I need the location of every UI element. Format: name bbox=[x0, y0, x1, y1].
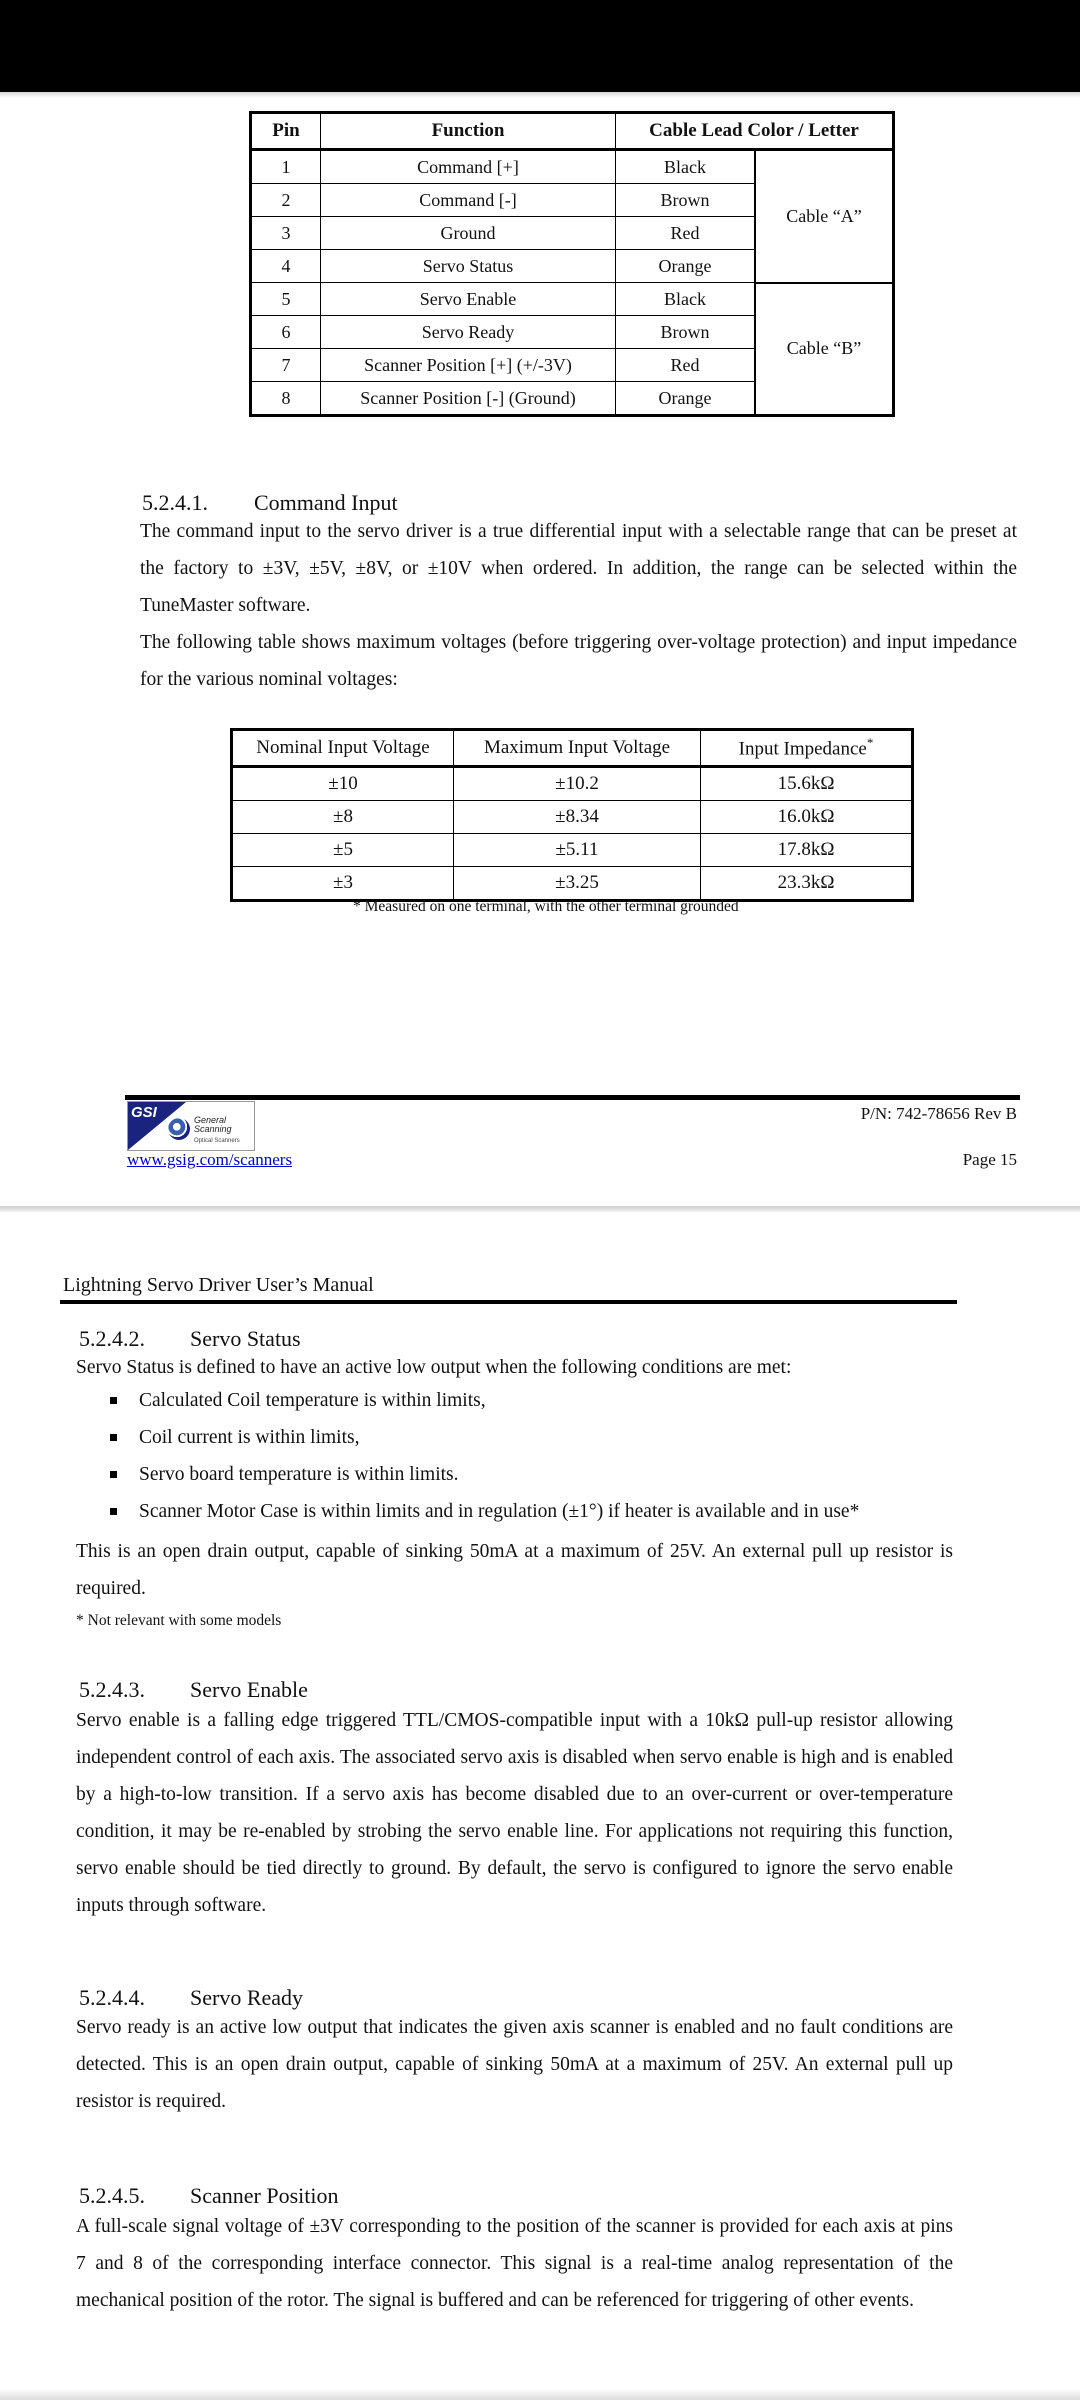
column-header-function: Function bbox=[321, 113, 616, 150]
function-cell: Command [+] bbox=[321, 150, 616, 184]
function-cell: Servo Enable bbox=[321, 283, 616, 316]
pin-cell: 1 bbox=[251, 150, 321, 184]
color-cell: Red bbox=[616, 349, 756, 382]
website-link[interactable]: www.gsig.com/scanners bbox=[127, 1150, 293, 1169]
list-item-text: Servo board temperature is within limits. bbox=[139, 1464, 459, 1485]
list-item bbox=[76, 1493, 859, 1530]
logo-tagline: Optical Scanners bbox=[194, 1138, 240, 1144]
logo-name-line1: General bbox=[194, 1115, 227, 1125]
color-cell: Orange bbox=[616, 250, 756, 283]
pin-cell: 5 bbox=[251, 283, 321, 316]
column-header-impedance bbox=[701, 730, 913, 767]
section-heading-servo-ready bbox=[79, 1985, 303, 2011]
pin-cell: 4 bbox=[251, 250, 321, 283]
bullet-square-icon bbox=[110, 1471, 117, 1478]
running-header: Lightning Servo Driver User’s Manual bbox=[63, 1274, 374, 1296]
page-number: Page 15 bbox=[962, 1150, 1017, 1169]
column-header-pin: Pin bbox=[251, 113, 321, 150]
pin-cell: 8 bbox=[251, 382, 321, 416]
section-number: 5.2.4.5. bbox=[79, 2183, 145, 2208]
maximum-cell: ±3.25 bbox=[454, 867, 701, 901]
voltage-table bbox=[230, 728, 914, 902]
list-item-text: Coil current is within limits, bbox=[139, 1427, 360, 1448]
section-title: Servo Enable bbox=[190, 1677, 308, 1702]
part-number: P/N: 742-78656 Rev B bbox=[860, 1104, 1017, 1123]
pin-cell: 6 bbox=[251, 316, 321, 349]
bullet-square-icon bbox=[110, 1508, 117, 1515]
function-cell: Scanner Position [+] (+/-3V) bbox=[321, 349, 616, 382]
maximum-cell: ±10.2 bbox=[454, 767, 701, 801]
section-heading-servo-enable bbox=[79, 1677, 308, 1703]
column-header-nominal: Nominal Input Voltage bbox=[232, 730, 454, 767]
logo-name-line2: Scanning bbox=[194, 1124, 232, 1134]
function-cell: Servo Ready bbox=[321, 316, 616, 349]
table-row bbox=[251, 150, 894, 184]
voltage-table-footnote: * Measured on one terminal, with the other terminal grounded bbox=[353, 898, 739, 915]
section-title: Servo Ready bbox=[190, 1985, 304, 2010]
table-row bbox=[232, 801, 913, 834]
color-cell: Brown bbox=[616, 184, 756, 217]
command-input-paragraph-1: The command input to the servo driver is a true differential input with a selectable range that can be preset at the factory to ±3V, ±5V, ±8V, or ±10V when ordered. In addition, the range can be selected within the TuneMaster software. bbox=[140, 521, 1017, 616]
impedance-cell: 17.8kΩ bbox=[701, 834, 913, 867]
function-cell: Scanner Position [-] (Ground) bbox=[321, 382, 616, 416]
table-header-row bbox=[251, 113, 894, 150]
table-row bbox=[251, 283, 894, 316]
table-row bbox=[232, 834, 913, 867]
gsi-logo bbox=[127, 1101, 255, 1151]
section-heading-scanner-position bbox=[79, 2183, 339, 2209]
section-title: Scanner Position bbox=[190, 2183, 339, 2208]
cable-b-cell: Cable “B” bbox=[755, 283, 894, 416]
page-top-shadow bbox=[0, 92, 1080, 98]
section-number: 5.2.4.4. bbox=[79, 1985, 145, 2010]
pin-assignment-table bbox=[249, 111, 895, 417]
command-input-paragraph-2: The following table shows maximum voltages (before triggering over-voltage protection) and input impedance for the various nominal voltages: bbox=[140, 632, 1017, 690]
table-row bbox=[232, 767, 913, 801]
color-cell: Brown bbox=[616, 316, 756, 349]
color-cell: Black bbox=[616, 150, 756, 184]
section-number: 5.2.4.3. bbox=[79, 1677, 145, 1702]
logo-company-name bbox=[194, 1116, 232, 1134]
section-title: Servo Status bbox=[190, 1326, 301, 1351]
status-bar bbox=[0, 0, 1080, 92]
footer-rule bbox=[125, 1095, 1020, 1100]
section-number: 5.2.4.2. bbox=[79, 1326, 145, 1351]
maximum-cell: ±5.11 bbox=[454, 834, 701, 867]
list-item bbox=[76, 1456, 859, 1493]
servo-enable-paragraph: Servo enable is a falling edge triggered TTL/CMOS-compatible input with a 10kΩ pull-up resistor allowing independent control of each axis. The associated servo axis is disabled when servo enable is high and is enabled by a high-to-low transition. If a servo axis has become disabled due to an over-current or over-temperature condition, it may be re-enabled by strobing the servo enable line. For applications not requiring this function, servo enable should be tied directly to ground. By default, the servo is configured to ignore the servo enable inputs through software. bbox=[76, 1710, 953, 1916]
servo-status-note: * Not relevant with some models bbox=[76, 1612, 282, 1629]
footnote-marker: * bbox=[866, 735, 874, 751]
table-row bbox=[232, 867, 913, 901]
nominal-cell: ±3 bbox=[232, 867, 454, 901]
function-cell: Servo Status bbox=[321, 250, 616, 283]
pin-cell: 2 bbox=[251, 184, 321, 217]
impedance-cell: 16.0kΩ bbox=[701, 801, 913, 834]
pin-cell: 3 bbox=[251, 217, 321, 250]
section-title: Command Input bbox=[254, 490, 398, 515]
list-item-text: Calculated Coil temperature is within limits, bbox=[139, 1390, 486, 1411]
servo-status-paragraph: This is an open drain output, capable of sinking 50mA at a maximum of 25V. An external pull up resistor is required. bbox=[76, 1541, 953, 1599]
color-cell: Black bbox=[616, 283, 756, 316]
logo-mark-text: GSI bbox=[131, 1104, 157, 1121]
page-separator bbox=[0, 1206, 1080, 1212]
bullet-square-icon bbox=[110, 1397, 117, 1404]
cable-a-cell: Cable “A” bbox=[755, 150, 894, 283]
bullet-square-icon bbox=[110, 1434, 117, 1441]
pin-cell: 7 bbox=[251, 349, 321, 382]
servo-ready-paragraph: Servo ready is an active low output that indicates the given axis scanner is enabled and no fault conditions are detected. This is an open drain output, capable of sinking 50mA at a maximum of 25V. An external pull up resistor is required. bbox=[76, 2017, 953, 2112]
header-rule bbox=[60, 1300, 957, 1304]
servo-status-intro: Servo Status is defined to have an active low output when the following conditions are met: bbox=[76, 1357, 792, 1378]
column-header-maximum: Maximum Input Voltage bbox=[454, 730, 701, 767]
color-cell: Red bbox=[616, 217, 756, 250]
nominal-cell: ±8 bbox=[232, 801, 454, 834]
list-item-text: Scanner Motor Case is within limits and in regulation (±1°) if heater is available and in use* bbox=[139, 1501, 860, 1522]
list-item bbox=[76, 1382, 859, 1419]
maximum-cell: ±8.34 bbox=[454, 801, 701, 834]
impedance-cell: 15.6kΩ bbox=[701, 767, 913, 801]
servo-status-conditions-list bbox=[76, 1382, 859, 1530]
globe-icon bbox=[168, 1118, 190, 1140]
function-cell: Ground bbox=[321, 217, 616, 250]
impedance-cell: 23.3kΩ bbox=[701, 867, 913, 901]
color-cell: Orange bbox=[616, 382, 756, 416]
function-cell: Command [-] bbox=[321, 184, 616, 217]
table-header-row bbox=[232, 730, 913, 767]
list-item bbox=[76, 1419, 859, 1456]
impedance-header-label: Input Impedance bbox=[738, 738, 867, 760]
scanner-position-paragraph: A full-scale signal voltage of ±3V corresponding to the position of the scanner is provided for each axis at pins 7 and 8 of the corresponding interface connector. This signal is a real-time analog representation of the mechanical position of the rotor. The signal is buffered and can be referenced for triggering of other events. bbox=[76, 2216, 953, 2311]
column-header-cable-color: Cable Lead Color / Letter bbox=[616, 113, 894, 150]
nominal-cell: ±5 bbox=[232, 834, 454, 867]
section-number: 5.2.4.1. bbox=[142, 490, 208, 515]
nominal-cell: ±10 bbox=[232, 767, 454, 801]
page-bottom-shadow bbox=[0, 2388, 1080, 2400]
